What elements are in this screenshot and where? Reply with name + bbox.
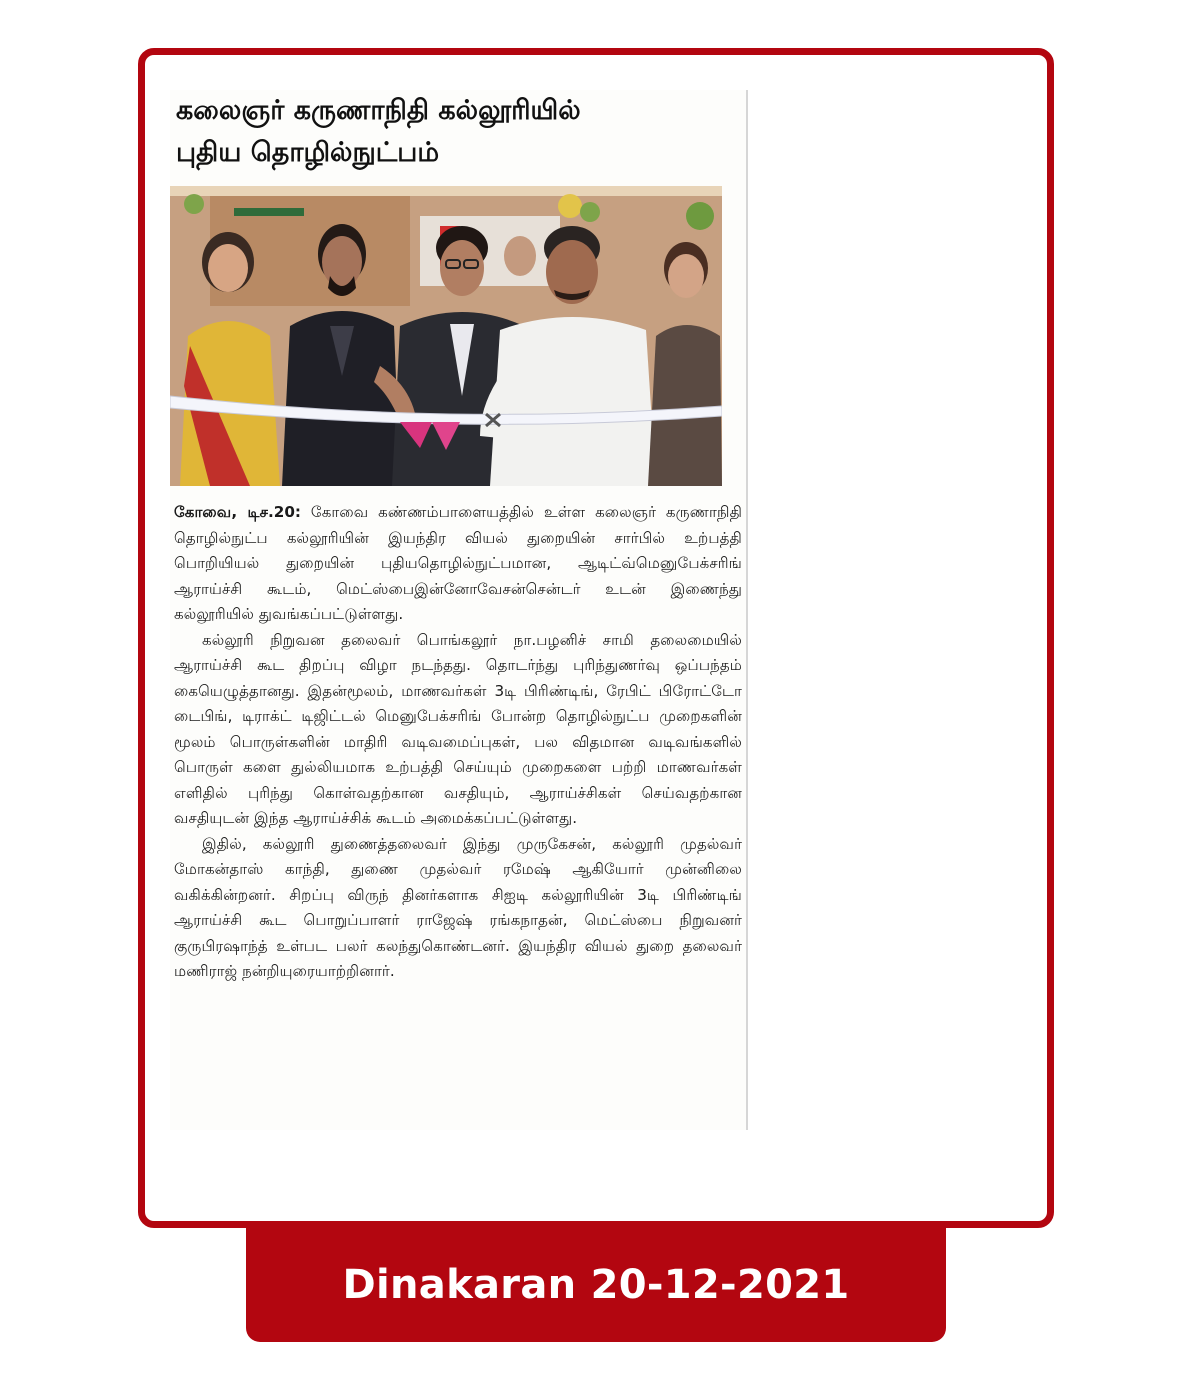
photo-decoration-plant-2	[184, 194, 204, 214]
source-caption-label: Dinakaran 20-12-2021	[342, 1262, 850, 1308]
article-paragraph-2: கல்லூரி நிறுவன தலைவர் பொங்கலூர் நா.பழனிச் சாமி தலைமையில் ஆராய்ச்சி கூட திறப்பு விழா நடந்தது. தொடர்ந்து புரிந்துணர்வு ஒப்பந்தம் கையெழுத்தானது. இதன்மூலம், மாணவர்கள் 3டி பிரிண்டிங், ரேபிட் பிரோட்டோ டைபிங், டிராக்ட் டிஜிட்டல் மெனுபேக்சரிங் போன்ற தொழில்நுட்ப முறைகளின் மூலம் பொருள்களின் மாதிரி வடிவமைப்புகள், பல விதமான வடிவங்களில் பொருள் களை துல்லியமாக உற்பத்தி செய்யும் முறைகளை பற்றி மாணவர்கள் எளிதில் புரிந்து கொள்வதற்கான வசதியும், ஆராய்ச்சிகள் செய்வதற்கான வசதியுடன் இந்த ஆராய்ச்சிக் கூடம் அமைக்கப்பட்டுள்ளது.	[174, 630, 742, 827]
ribbon-cutting-photo	[170, 186, 722, 486]
photo-sign	[234, 208, 304, 216]
headline-line-2: புதிய தொழில்நுட்பம்	[176, 137, 440, 168]
headline-line-1: கலைஞர் கருணாநிதி கல்லூரியில்	[176, 95, 581, 126]
photo-decoration-flower-2	[580, 202, 600, 222]
photo-decoration-flower-1	[558, 194, 582, 218]
article-paragraph-1	[174, 500, 742, 628]
article-paragraph-3: இதில், கல்லூரி துணைத்தலைவர் இந்து முருகேசன், கல்லூரி முதல்வர் மோகன்தாஸ் காந்தி, துணை முதல்வர் ரமேஷ் ஆகியோர் முன்னிலை வகிக்கின்றனர். சிறப்பு விருந் தினர்களாக சிஐடி கல்லூரியின் 3டி பிரிண்டிங் ஆராய்ச்சி கூட பொறுப்பாளர் ராஜேஷ் ரங்கநாதன், மெட்ஸ்பை நிறுவனர் குருபிரஷாந்த் உள்பட பலர் கலந்துகொண்டனர். இயந்திர வியல் துறை தலைவர் மணிராஜ் நன்றியுரையாற்றினார்.	[174, 834, 742, 980]
clipping-headline	[170, 90, 746, 174]
newspaper-clipping	[170, 90, 748, 1130]
photo-illustration	[170, 186, 722, 486]
article-dateline: கோவை, டிச.20:	[174, 503, 301, 521]
article-body	[170, 500, 746, 985]
photo-background-person	[504, 236, 536, 276]
source-caption-tab	[246, 1228, 946, 1342]
photo-decoration-plant	[686, 202, 714, 230]
photo-top-strip	[170, 186, 722, 196]
article-paragraph-1-text: கோவை கண்ணம்பாளையத்தில் உள்ள கலைஞர் கருணாநிதி தொழில்நுட்ப கல்லூரியின் இயந்திர வியல் துறையின் சார்பில் உற்பத்தி பொறியியல் துறையின் புதியதொழில்நுட்பமான, ஆடிட்வ்மெனுபேக்சரிங் ஆராய்ச்சி கூடம், மெட்ஸ்பைஇன்னோவேசன்சென்டர் உடன் இணைந்து கல்லூரியில் துவங்கப்பட்டுள்ளது.	[174, 503, 743, 623]
